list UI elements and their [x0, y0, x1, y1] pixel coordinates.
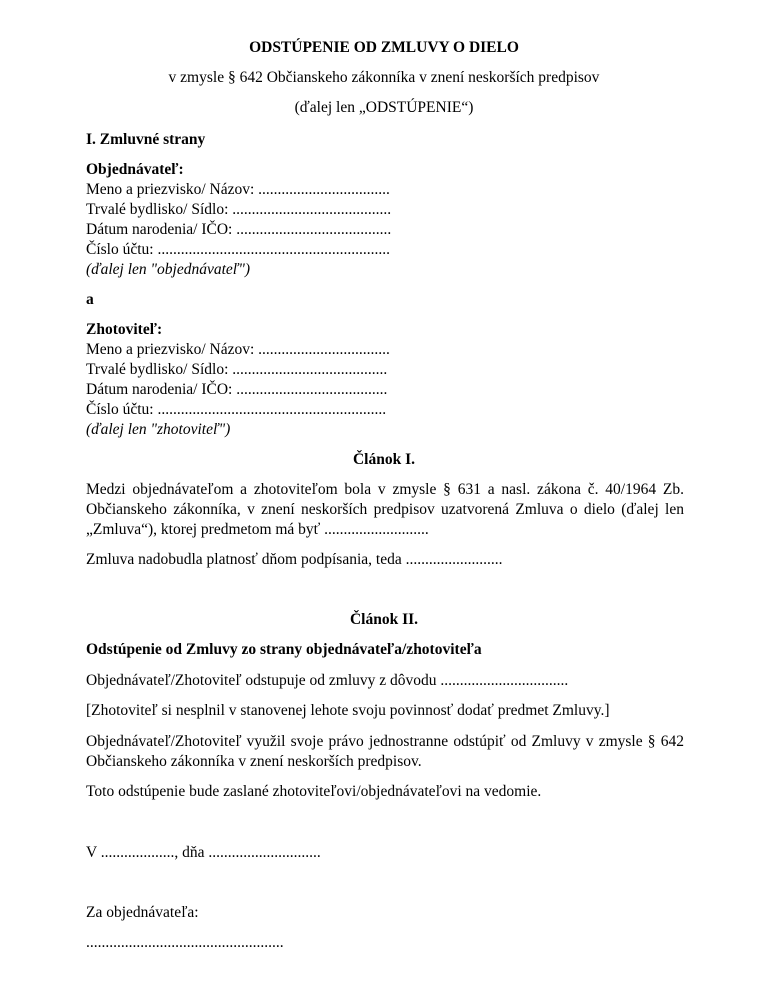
article-2-paragraph-3 [86, 732, 684, 772]
orderer-account-field: Číslo účtu: ............................................................ [86, 241, 390, 258]
article-1-paragraph-2: Zmluva nadobudla platnosť dňom podpísania, teda ......................... [86, 551, 503, 568]
place-and-date: V ..................., dňa ............................. [86, 844, 321, 861]
document-subtitle: v zmysle § 642 Občianskeho zákonníka v znení neskorších predpisov [168, 69, 600, 86]
parties-connector: a [86, 291, 94, 308]
article-2-heading: Článok II. [349, 611, 419, 628]
article-2-paragraph-4: Toto odstúpenie bude zaslané zhotoviteľovi/objednávateľovi na vedomie. [86, 783, 542, 800]
document-subtitle-short-name: (ďalej len „ODSTÚPENIE“) [294, 99, 474, 116]
contractor-note: (ďalej len "zhotoviteľ") [86, 421, 231, 438]
article-2-paragraph-1: Objednávateľ/Zhotoviteľ odstupuje od zmluvy z dôvodu ................................. [86, 672, 569, 689]
orderer-address-field: Trvalé bydlisko/ Sídlo: ......................................... [86, 201, 392, 218]
contractor-name-field: Meno a priezvisko/ Názov: .................................. [86, 341, 390, 358]
orderer-note: (ďalej len "objednávateľ") [86, 261, 251, 278]
orderer-name-field: Meno a priezvisko/ Názov: .................................. [86, 181, 390, 198]
article-2-paragraph-3-line-2: Občianskeho zákonníka v znení neskorších predpisov. [86, 753, 422, 770]
contractor-address-field: Trvalé bydlisko/ Sídlo: ........................................ [86, 361, 388, 378]
article-1-paragraph-1-line-3: „Zmluva“), ktorej predmetom má byť ........................... [86, 521, 429, 538]
document-title: ODSTÚPENIE OD ZMLUVY O DIELO [249, 39, 519, 56]
article-1-paragraph-1 [86, 480, 684, 540]
orderer-birthdate-id-field: Dátum narodenia/ IČO: ........................................ [86, 221, 392, 238]
contractor-label: Zhotoviteľ: [86, 321, 163, 338]
signature-line: ................................................... [86, 934, 284, 951]
contractor-birthdate-id-field: Dátum narodenia/ IČO: ....................................... [86, 381, 388, 398]
article-2-paragraph-2: [Zhotoviteľ si nesplnil v stanovenej lehote svoju povinnosť dodať predmet Zmluvy.] [86, 702, 610, 719]
article-1-heading: Článok I. [352, 451, 416, 468]
contractor-account-field: Číslo účtu: ........................................................... [86, 401, 387, 418]
article-2-subheading: Odstúpenie od Zmluvy zo strany objednávateľa/zhotoviteľa [86, 641, 482, 658]
signature-label: Za objednávateľa: [86, 904, 199, 921]
orderer-label: Objednávateľ: [86, 161, 184, 178]
section-parties-heading: I. Zmluvné strany [86, 131, 206, 148]
article-1-paragraph-1-line-1: Medzi objednávateľom a zhotoviteľom bola v zmysle § 631 a nasl. zákona č. 40/1964 Zb. [86, 481, 684, 498]
article-2-paragraph-3-line-1: Objednávateľ/Zhotoviteľ využil svoje právo jednostranne odstúpiť od Zmluvy v zmysle § 642 [86, 733, 684, 750]
article-1-paragraph-1-line-2: Občianskeho zákonníka, v znení neskorších predpisov uzatvorená Zmluva o dielo (ďalej len [86, 501, 684, 518]
